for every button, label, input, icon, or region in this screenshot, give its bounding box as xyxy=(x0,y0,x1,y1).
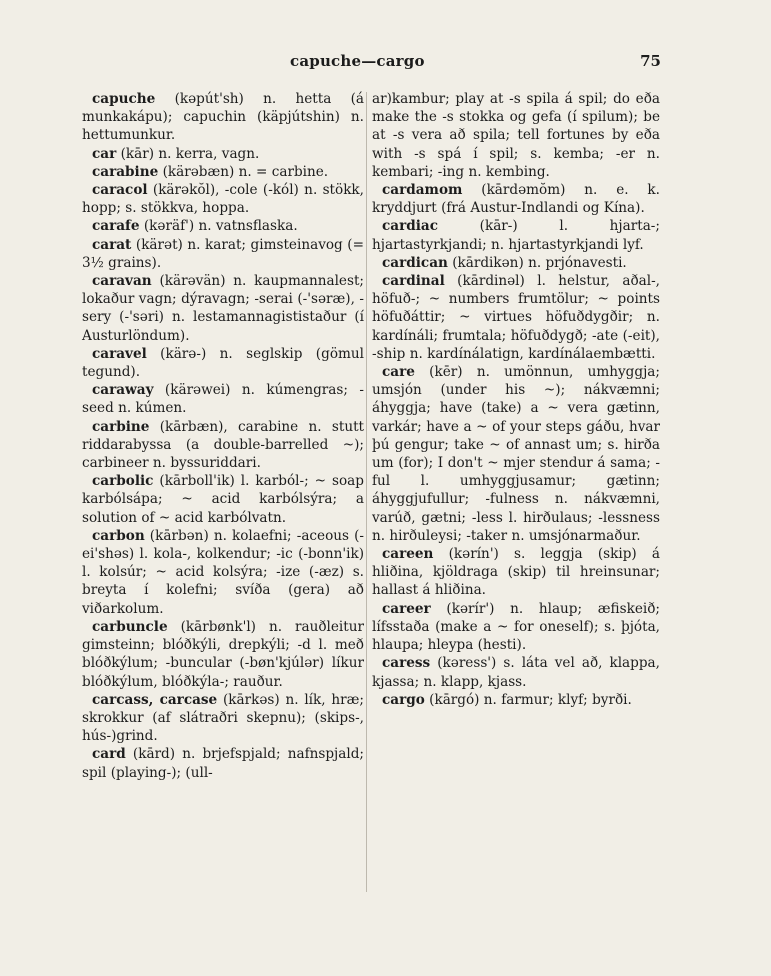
entry-body: (kərír') n. hlaup; æfiskeið; lífsstaða (make a ~ for oneself); s. þjóta, hlaupa; hleypa (hesti). xyxy=(372,600,660,654)
headword: cardican xyxy=(382,254,448,271)
dictionary-entry xyxy=(372,272,660,363)
entry-body: (kəräf') n. vatnsflaska. xyxy=(139,218,298,235)
entry-body: (kärəwei) n. kúmengras; -seed n. kúmen. xyxy=(82,382,364,417)
dictionary-entry xyxy=(372,363,660,545)
headword: carat xyxy=(92,236,132,253)
headword: caravel xyxy=(92,345,147,362)
dictionary-entry xyxy=(82,618,364,691)
dictionary-entry xyxy=(82,272,364,345)
headword: card xyxy=(92,746,126,763)
entry-body: (kärəkŏl), -cole (-kól) n. stökk, hopp; s. stökkva, hoppa. xyxy=(82,182,364,217)
headword: carbon xyxy=(92,527,145,544)
headword: cardiac xyxy=(382,218,439,235)
dictionary-entry xyxy=(82,181,364,217)
headword: cardamom xyxy=(382,182,463,199)
dictionary-entry xyxy=(372,545,660,600)
right-column xyxy=(372,90,660,709)
entry-body: (kār) n. kerra, vagn. xyxy=(116,145,260,162)
entry-body: (kəress') s. láta vel að, klappa, kjassa; n. klapp, kjass. xyxy=(372,655,660,690)
headword: carbolic xyxy=(92,473,154,490)
dictionary-entry-continued xyxy=(372,90,660,181)
dictionary-entry xyxy=(372,181,660,217)
headword: cargo xyxy=(382,691,425,708)
dictionary-entry xyxy=(82,90,364,145)
running-head: capuche—cargo xyxy=(290,52,425,70)
entry-body: (kār-) l. hjarta-; hjartastyrkjandi; n. hjartastyrkjandi lyf. xyxy=(372,218,660,253)
headword: caress xyxy=(382,655,431,672)
dictionary-entry xyxy=(82,745,364,781)
dictionary-entry xyxy=(82,345,364,381)
headword: caracol xyxy=(92,182,148,199)
column-divider xyxy=(366,92,367,892)
entry-body: (kərín') s. leggja (skip) á hliðina, kjöldraga (skip) til hreinsunar; hallast á hliðina. xyxy=(372,546,660,599)
dictionary-entry xyxy=(372,600,660,655)
left-column xyxy=(82,90,364,782)
entry-body: (kārbən) n. kolaefni; -aceous (-ei'shəs) l. kola-, kolkendur; -ic (-bonn'ik) l. kolsúr; ~ acid kolsýra; -ize (-æz) s. breyta í kolefni; svíða (gera) að viðarkolum. xyxy=(82,527,364,617)
entry-body: (kārgó) n. farmur; klyf; byrði. xyxy=(424,691,632,708)
entry-body: ar)kambur; play at -s spila á spil; do eða make the -s stokka og gefa (í spilum); be at -s vera að spila; tell fortunes by eða with -s spá í spil; s. kemba; -er n. kembari; -ing n. kembing. xyxy=(372,91,660,180)
dictionary-entry xyxy=(82,381,364,417)
headword: caraway xyxy=(92,382,154,399)
dictionary-entry xyxy=(372,691,660,709)
entry-body: (kārkəs) n. lík, hræ; skrokkur (af slátraðri skepnu); (skips-, hús-)grind. xyxy=(82,691,364,745)
headword: cardinal xyxy=(382,273,445,290)
headword: career xyxy=(382,600,431,617)
dictionary-entry xyxy=(82,527,364,618)
dictionary-entry xyxy=(372,217,660,253)
headword: careen xyxy=(382,546,434,563)
entry-body: (kəpút'sh) n. hetta (á munkakápu); capuchin (käpjútshin) n. hettumunkur. xyxy=(82,91,364,144)
dictionary-entry xyxy=(82,236,364,272)
dictionary-entry xyxy=(82,418,364,473)
entry-body: (kārdinəl) l. helstur, aðal-, höfuð-; ~ numbers frumtölur; ~ points höfuðáttir; ~ virtues höfuðdygðir; n. kardínáli; frumtala; höfuðdygð; -ate (-eit), -ship n. kardínálatign, kardínálaembætti. xyxy=(372,273,660,362)
headword: carbuncle xyxy=(92,618,168,635)
dictionary-entry xyxy=(82,145,364,163)
headword: carbine xyxy=(92,418,150,435)
headword: car xyxy=(92,145,117,162)
entry-body: (kärəvän) n. kaupmannalest; lokaður vagn; dýravagn; -serai (-'sərӕ), -sery (-'sәri) n. lestamannagististaður (í Austurlöndum). xyxy=(82,273,364,344)
entry-body: (kärət) n. karat; gimsteinavog (= 3½ grains). xyxy=(82,236,364,271)
entry-body: (kārbæn), carabine n. stutt riddarabyssa (a double-barrelled ~); carbineer n. byssuriddari. xyxy=(82,418,364,472)
dictionary-entry xyxy=(372,654,660,690)
entry-body: (kārdəmŏm) n. e. k. kryddjurt (frá Austur-Indlandi og Kína). xyxy=(372,182,660,217)
headword: caravan xyxy=(92,273,152,290)
dictionary-entry xyxy=(82,691,364,746)
entry-body: (kārbønk'l) n. rauðleitur gimsteinn; blóðkýli, drepkýli; -d l. með blóðkýlum; -buncular (-bøn'kjúlər) líkur blóðkýlum, blóðkýla-; rauður. xyxy=(82,618,364,690)
page-number: 75 xyxy=(640,52,661,70)
headword: care xyxy=(382,364,415,381)
dictionary-entry xyxy=(82,217,364,235)
entry-body: (kārd) n. brjefspjald; nafnspjald; spil (playing-); (ull- xyxy=(82,746,364,781)
entry-body: (kārdikən) n. prjónavesti. xyxy=(447,254,627,271)
entry-body: (kārboll'ik) l. karból-; ~ soap karbólsápa; ~ acid karbólsýra; a solution of ~ acid karbólvatn. xyxy=(82,473,364,526)
headword: capuche xyxy=(92,91,156,107)
entry-body: (kärə-) n. seglskip (gömul tegund). xyxy=(82,345,364,381)
page-header xyxy=(0,52,771,76)
entry-body: (kärəbæn) n. = carbine. xyxy=(158,163,329,180)
entry-body: (kēr) n. umönnun, umhyggja; umsjón (under his ~); nákvæmni; áhyggja; have (take) a ~ vera gætinn, varkár; have a ~ of your steps gáðu, hvar þú gengur; take ~ of annast um; s. hirða um (for); I don't ~ mjer stendur á sama; -ful l. umhyggjusamur; gætinn; áhyggjufullur; -fulness n. nákvæmni, varúð, gætni; -less l. hirðulaus; -lessness n. hirðuleysi; -taker n. umsjónarmaður. xyxy=(372,364,660,544)
dictionary-entry xyxy=(372,254,660,272)
dictionary-entry xyxy=(82,472,364,527)
headword: carabine xyxy=(92,163,159,180)
headword: carcass, carcase xyxy=(92,691,218,708)
dictionary-entry xyxy=(82,163,364,181)
headword: carafe xyxy=(92,218,140,235)
